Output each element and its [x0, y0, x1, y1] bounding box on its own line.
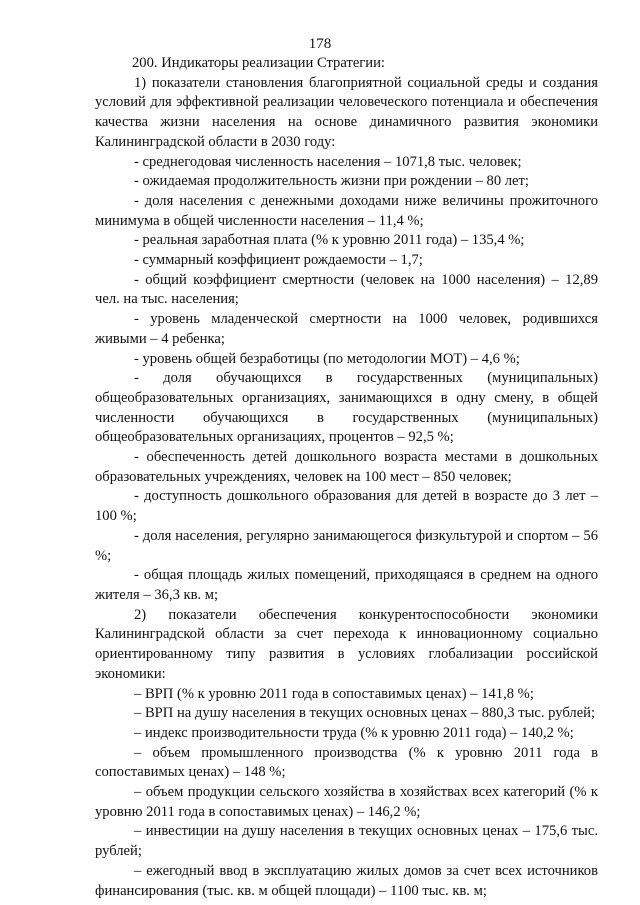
indicator-item: - доля населения, регулярно занимающегося физкультурой и спортом – 56 %;	[95, 527, 598, 564]
indicator-item: – объем продукции сельского хозяйства в хозяйствах всех категорий (% к уровню 2011 года в сопоставимых ценах) – 146,2 %;	[95, 784, 598, 820]
indicator-item: - среднегодовая численность населения – 1071,8 тыс. человек;	[134, 153, 522, 170]
indicator-item: – объем промышленного производства (% к уровню 2011 года в сопоставимых ценах) – 148 %;	[95, 744, 598, 781]
indicator-item: - суммарный коэффициент рождаемости – 1,7;	[134, 252, 423, 269]
indicator-item: - доступность дошкольного образования для детей в возрасте до 3 лет – 100 %;	[95, 488, 598, 525]
page-number: 178	[308, 36, 332, 52]
indicator-item: - доля обучающихся в государственных (муниципальных) общеобразовательных организациях, занимающихся в одну смену, в общей численности обучающихся в государственных (муниципальных) общеобразовательных организациях, процентов – 92,5 %;	[95, 370, 598, 446]
section-heading: 200. Индикаторы реализации Стратегии:	[132, 55, 385, 71]
indicator-item: - общий коэффициент смертности (человек на 1000 населения) – 12,89 чел. на тыс. населения;	[95, 271, 598, 308]
indicator-item: – ВРП (% к уровню 2011 года в сопоставимых ценах) – 141,8 %;	[134, 685, 534, 702]
indicator-item: - доля населения с денежными доходами ниже величины прожиточного минимума в общей численности населения – 11,4 %;	[95, 192, 598, 229]
indicator-item: - обеспеченность детей дошкольного возраста местами в дошкольных образовательных учреждениях, человек на 100 мест – 850 человек;	[95, 449, 598, 485]
indicator-item: - реальная заработная плата (% к уровню 2011 года) – 135,4 %;	[134, 232, 525, 249]
document-body	[95, 54, 598, 901]
indicator-item: - уровень младенческой смертности на 1000 человек, родившихся живыми – 4 ребенка;	[95, 311, 598, 347]
indicator-item: - общая площадь жилых помещений, приходящаяся в среднем на одного жителя – 36,3 кв. м;	[95, 567, 598, 603]
indicator-item: - ожидаемая продолжительность жизни при рождении – 80 лет;	[134, 173, 529, 190]
group2-intro: 2) показатели обеспечения конкурентоспособности экономики Калининградской области за счет перехода к инновационному социально ориентированному типу развития в условиях глобализации российской экономики:	[95, 606, 598, 682]
indicator-item: – ВРП на душу населения в текущих основных ценах – 880,3 тыс. рублей;	[134, 705, 596, 722]
group1-intro: 1) показатели становления благоприятной социальной среды и создания условий для эффективной реализации человеческого потенциала и обеспечения качества жизни населения на основе динамичного развития экономики Калининградской области в 2030 году:	[95, 74, 598, 150]
indicator-item: – инвестиции на душу населения в текущих основных ценах – 175,6 тыс. рублей;	[95, 823, 598, 860]
indicator-item: – ежегодный ввод в эксплуатацию жилых домов за счет всех источников финансирования (тыс. кв. м общей площади) – 1100 тыс. кв. м;	[95, 862, 598, 899]
indicator-item: - уровень общей безработицы (по методологии МОТ) – 4,6 %;	[134, 350, 520, 367]
indicator-item: – индекс производительности труда (% к уровню 2011 года) – 140,2 %;	[134, 724, 574, 741]
